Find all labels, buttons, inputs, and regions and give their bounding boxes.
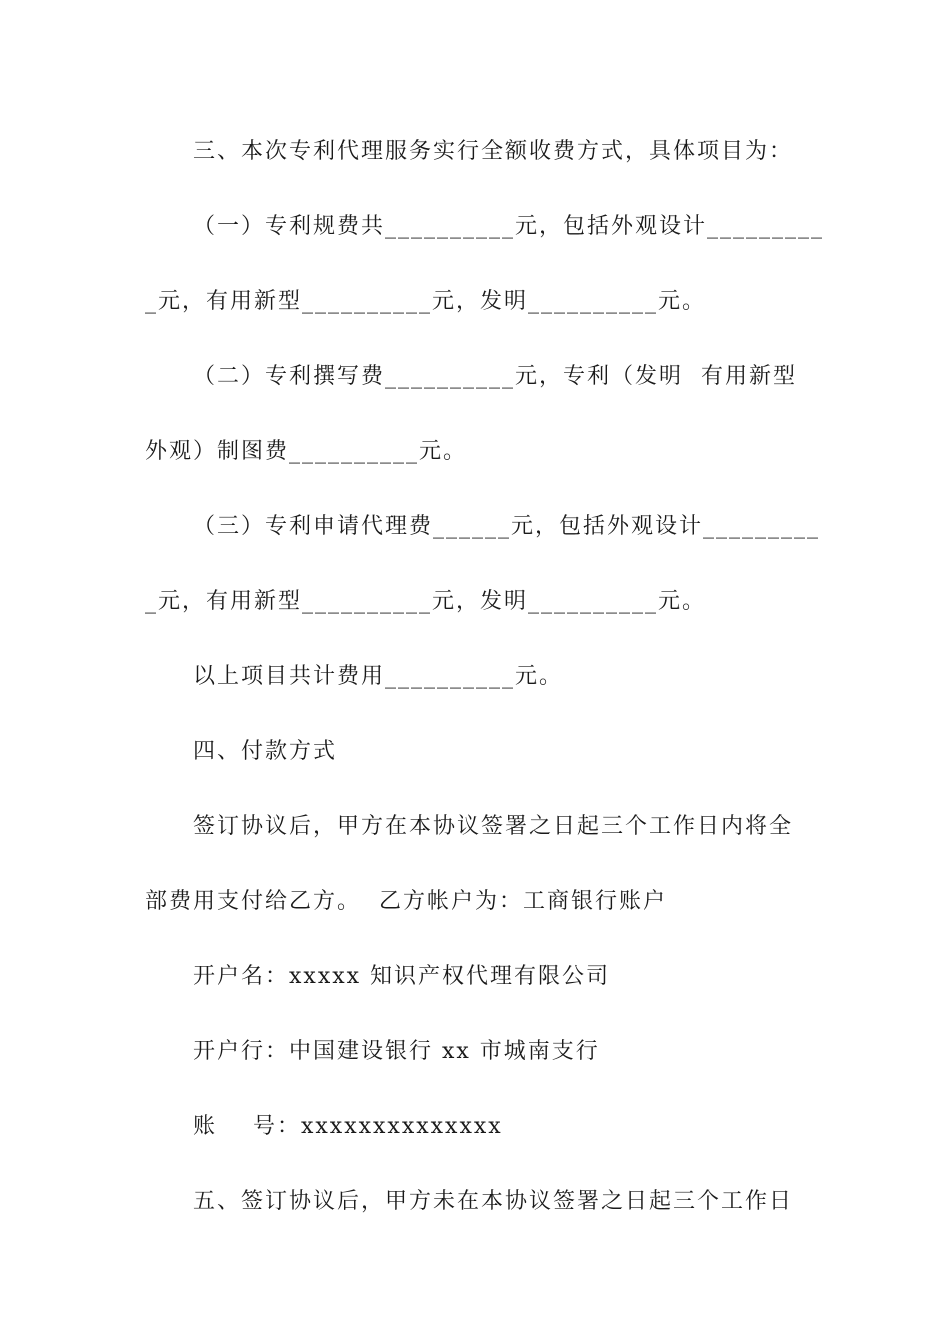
payment-paragraph-line-2: 部费用支付给乙方。 乙方帐户为：工商银行账户 — [145, 889, 667, 914]
section-four-heading: 四、付款方式 — [193, 739, 338, 764]
account-number-line: 账 号：xxxxxxxxxxxxxx — [193, 1114, 503, 1139]
fee-total-line: 以上项目共计费用__________元。 — [193, 664, 564, 689]
fee-item-three-line-1: （三）专利申请代理费______元，包括外观设计_________ — [193, 514, 821, 539]
payment-paragraph-line-1: 签订协议后，甲方在本协议签署之日起三个工作日内将全 — [193, 814, 794, 839]
account-bank-line: 开户行：中国建设银行 xx 市城南支行 — [193, 1039, 600, 1064]
fee-item-one-line-1: （一）专利规费共__________元，包括外观设计_________ — [193, 214, 825, 239]
section-three-heading: 三、本次专利代理服务实行全额收费方式，具体项目为： — [193, 139, 794, 164]
account-name-line: 开户名：xxxxx 知识产权代理有限公司 — [193, 964, 611, 989]
section-five-line-1: 五、签订协议后，甲方未在本协议签署之日起三个工作日 — [193, 1189, 794, 1214]
fee-item-three-line-2: _元，有用新型__________元，发明__________元。 — [145, 589, 707, 614]
fee-item-two-line-1: （二）专利撰写费__________元，专利（发明 有用新型 — [193, 364, 797, 389]
fee-item-two-line-2: 外观）制图费__________元。 — [145, 439, 468, 464]
fee-item-one-line-2: _元，有用新型__________元，发明__________元。 — [145, 289, 707, 314]
